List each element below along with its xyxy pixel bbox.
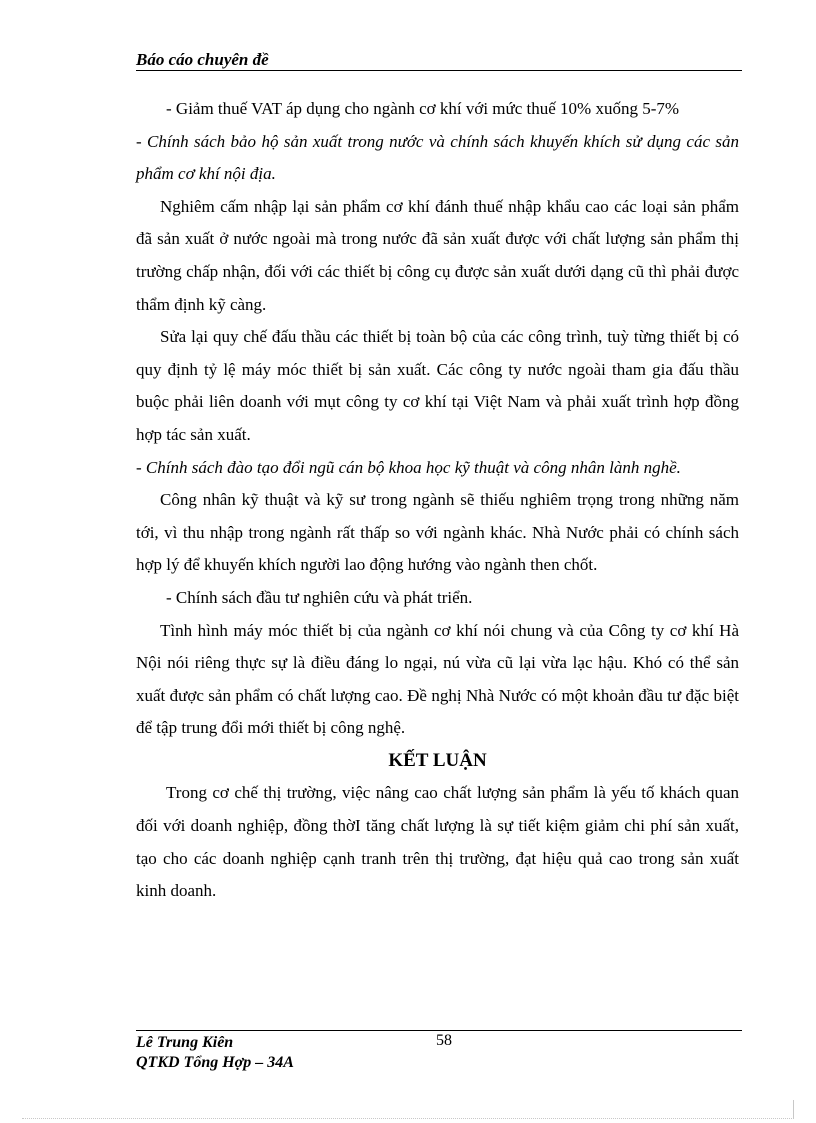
footer-author: Lê Trung Kiên: [136, 1034, 234, 1051]
footer-class: QTKD Tổng Hợp – 34A: [136, 1054, 294, 1071]
paragraph-workers: Công nhân kỹ thuật và kỹ sư trong ngành sẽ thiếu nghiêm trọng trong những năm tới, vì thu nhập trong ngành rất thấp so với ngành khác. Nhà Nước phải có chính sách hợp lý để khuyến khích người lao động hướng vào ngành then chốt.: [136, 490, 739, 575]
paragraph-equipment: Tình hình máy móc thiết bị của ngành cơ khí nói chung và của Công ty cơ khí Hà Nội nói riêng thực sự là điều đáng lo ngại, nú vừa cũ lại vừa lạc hậu. Khó có thể sản xuất được sản phẩm có chất lượng cao. Đề nghị Nhà Nước có một khoản đầu tư đặc biệt để tập trung đổi mới thiết bị công nghệ.: [136, 620, 739, 738]
paragraph-training-policy: - Chính sách đào tạo đổi ngũ cán bộ khoa học kỹ thuật và công nhân lành nghề.: [136, 457, 681, 477]
page-bottom-border: [22, 1118, 794, 1119]
header-title: Báo cáo chuyên đề: [136, 50, 269, 69]
paragraph-import-ban: Nghiêm cấm nhập lại sản phẩm cơ khí đánh thuế nhập khẩu cao các loại sản phẩm đã sản xuất ở nước ngoài mà trong nước đã sản xuất được với chất lượng sản phẩm thị trường chấp nhận, đối với các thiết bị công cụ được sản xuất dưới dạng cũ thì phải được thẩm định kỹ càng.: [136, 196, 739, 314]
paragraph-vat: - Giảm thuế VAT áp dụng cho ngành cơ khí với mức thuế 10% xuống 5-7%: [166, 99, 680, 118]
header-rule: [136, 70, 742, 71]
page-number: 58: [436, 1032, 452, 1049]
paragraph-protection-policy: - Chính sách bảo hộ sản xuất trong nước và chính sách khuyến khích sử dụng các sản phẩm cơ khí nội địa.: [136, 131, 739, 184]
paragraph-bidding-rules: Sửa lại quy chế đấu thầu các thiết bị toàn bộ của các công trình, tuỳ từng thiết bị có quy định tỷ lệ máy móc thiết bị sản xuất. Các công ty nước ngoài tham gia đấu thầu buộc phải liên doanh với mụt công ty cơ khí tại Việt Nam và phải xuất trình hợp đồng hợp tác sản xuất.: [136, 327, 739, 444]
document-body: [136, 93, 739, 908]
paragraph-conclusion: Trong cơ chế thị trường, việc nâng cao chất lượng sản phẩm là yếu tố khách quan đối với doanh nghiệp, đồng thờI tăng chất lượng là sự tiết kiệm giảm chi phí sản xuất, tạo cho các doanh nghiệp cạnh tranh trên thị trường, đạt hiệu quả cao trong sản xuất kinh doanh.: [136, 783, 739, 901]
page-corner-mark: [793, 1100, 794, 1118]
paragraph-investment-policy: - Chính sách đầu tư nghiên cứu và phát triển.: [166, 587, 473, 607]
section-heading-conclusion: KẾT LUẬN: [388, 749, 487, 771]
footer-rule: [136, 1030, 742, 1031]
